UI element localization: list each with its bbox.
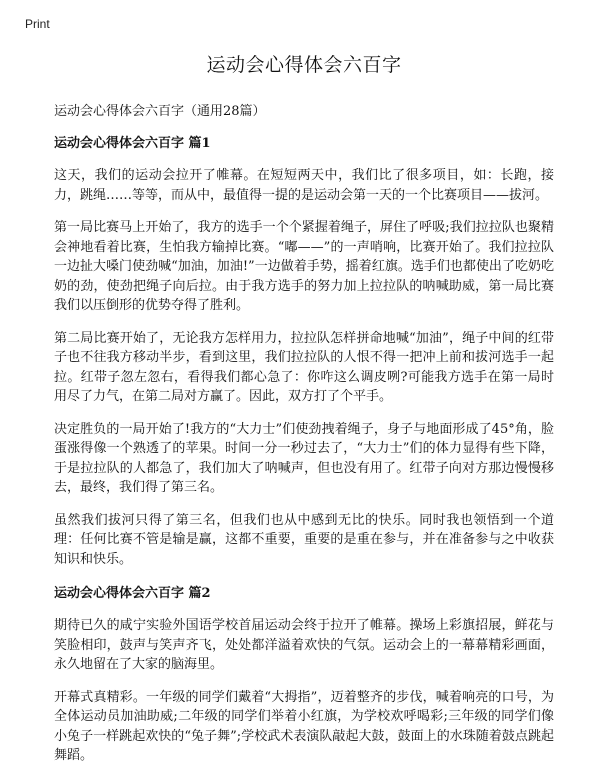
paragraph: 第一局比赛马上开始了，我方的选手一个个紧握着绳子，屏住了呼吸;我们拉拉队也聚精会神地看着比赛，生怕我方输掉比赛。“嘟——”的一声哨响，比赛开始了。我们拉拉队一边扯大嗓门使劲喊“加油，加油!”一边做着手势，摇着红旗。选手们也都使出了吃奶吃奶的劲，使劲把绳子向后拉。由于我方选手的努力加上拉拉队的呐喊助威，第一局比赛我们以压倒形的优势夺得了胜利。: [54, 220, 554, 313]
section-2: [54, 582, 554, 766]
paragraph: 决定胜负的一局开始了!我方的“大力士”们使劲拽着绳子，身子与地面形成了45°角，脸蛋涨得像一个熟透了的苹果。时间一分一秒过去了，“大力士”们的体力显得有些下降，于是拉拉队的人都急了，我们加大了呐喊声，但也没有用了。红带子向对方那边慢慢移去，最终，我们得了第三名。: [54, 421, 554, 495]
paragraph: 这天，我们的运动会拉开了帷幕。在短短两天中，我们比了很多项目，如：长跑，接力，跳绳……等等，而从中，最值得一提的是运动会第一天的一个比赛项目——拔河。: [54, 168, 554, 203]
section-heading: 运动会心得体会六百字 篇2: [54, 586, 211, 601]
paragraph: 第二局比赛开始了，无论我方怎样用力，拉拉队怎样拼命地喊“加油”，绳子中间的红带子也不往我方移动半步，看到这里，我们拉拉队的人恨不得一把冲上前和拔河选手一起拉。红带子忽左忽右，看得我们都心急了：你咋这么调皮咧?可能我方选手在第一局时用尽了力气，在第二局对方赢了。因此，双方打了个平手。: [54, 330, 554, 404]
section-1: [54, 132, 554, 569]
document-subtitle: 运动会心得体会六百字（通用28篇）: [54, 104, 266, 119]
document-page: [54, 50, 554, 779]
print-link[interactable]: Print: [25, 17, 50, 31]
paragraph: 开幕式真精彩。一年级的同学们戴着“大拇指”，迈着整齐的步伐，喊着响亮的口号，为全体运动员加油助威;二年级的同学们举着小红旗，为学校欢呼喝彩;三年级的同学们像小兔子一样跳起欢快的“兔子舞”;学校武术表演队敲起大鼓，鼓面上的水珠随着鼓点跳起舞蹈。: [54, 689, 554, 763]
paragraph: 虽然我们拔河只得了第三名，但我们也从中感到无比的快乐。同时我也领悟到一个道理：任何比赛不管是输是赢，这都不重要，重要的是重在参与，并在准备参与之中收获知识和快乐。: [54, 512, 554, 567]
document-title: 运动会心得体会六百字: [206, 54, 402, 76]
section-heading: 运动会心得体会六百字 篇1: [54, 136, 211, 151]
paragraph: 期待已久的咸宁实验外国语学校首届运动会终于拉开了帷幕。操场上彩旗招展，鲜花与笑脸相印，鼓声与笑声齐飞，处处都洋溢着欢快的气氛。运动会上的一幕幕精彩画面，永久地留在了大家的脑海里。: [54, 618, 554, 672]
